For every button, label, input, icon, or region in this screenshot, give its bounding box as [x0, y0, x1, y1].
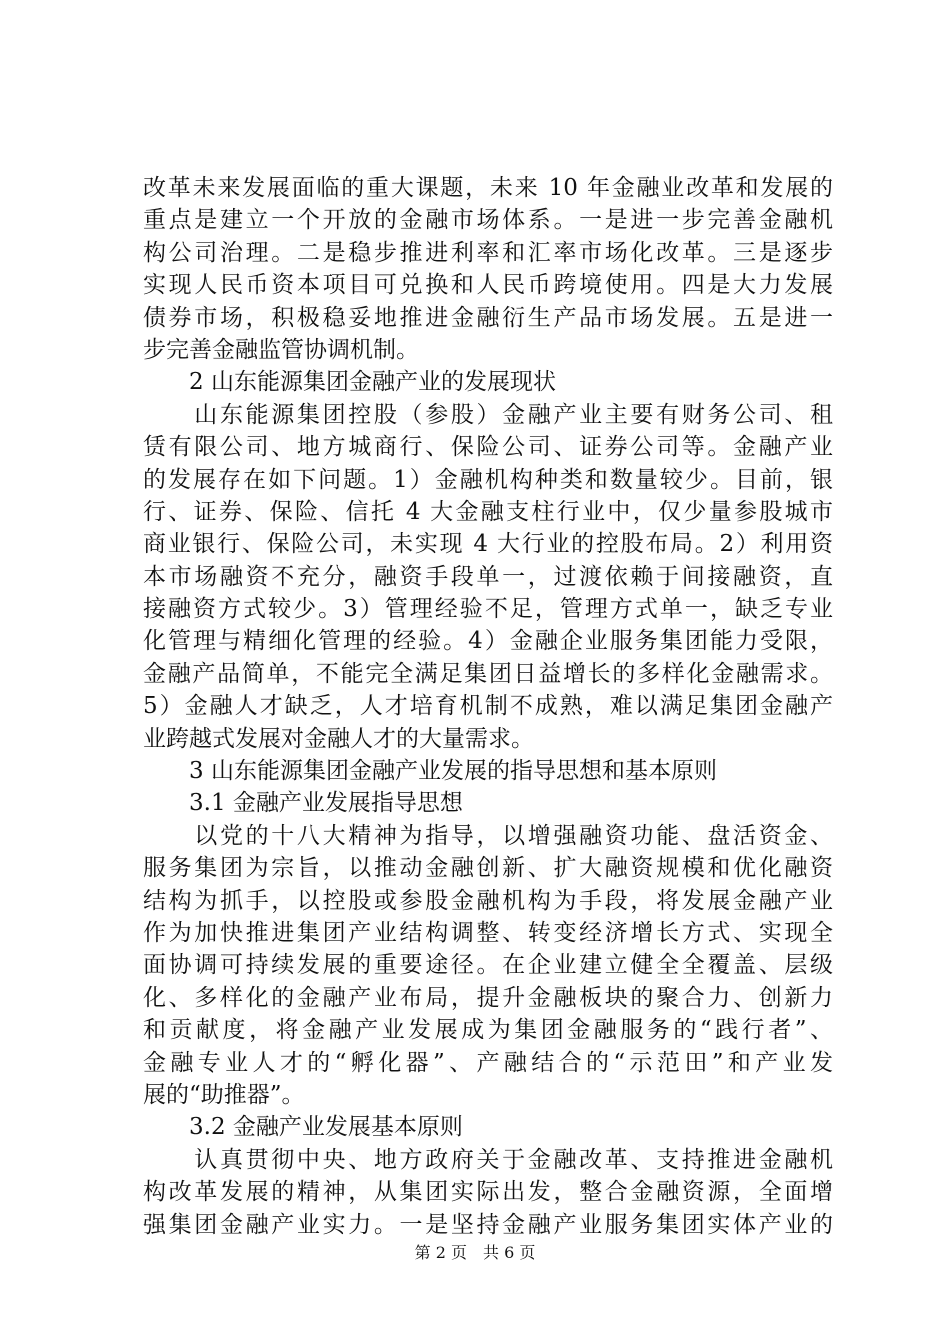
section-heading [143, 1111, 833, 1143]
text-line: 以党的十八大精神为指导，以增强融资功能、盘活资金、 [143, 822, 833, 849]
text-line: 步完善金融监管协调机制。 [143, 336, 419, 363]
text-line: 金融产品简单，不能完全满足集团日益增长的多样化金融需求。 [143, 660, 833, 687]
text-line: 金融专业人才的“孵化器”、产融结合的“示范田”和产业发 [143, 1049, 833, 1076]
text-line: 构改革发展的精神，从集团实际出发，整合金融资源，全面增 [143, 1179, 833, 1206]
section-heading [143, 366, 833, 398]
text-line: 重点是建立一个开放的金融市场体系。一是进一步完善金融机 [143, 207, 833, 234]
text-line: 商业银行、保险公司，未实现 4 大行业的控股布局。2）利用资 [143, 531, 833, 558]
paragraph [143, 172, 833, 366]
text-line: 3.1 金融产业发展指导思想 [143, 790, 463, 817]
text-line: 构公司治理。二是稳步推进利率和汇率市场化改革。三是逐步 [143, 239, 833, 266]
text-line: 赁有限公司、地方城商行、保险公司、证券公司等。金融产业 [143, 434, 833, 461]
text-line: 化、多样化的金融产业布局，提升金融板块的聚合力、创新力 [143, 984, 833, 1011]
text-line: 结构为抓手，以控股或参股金融机构为手段，将发展金融产业 [143, 887, 833, 914]
text-line: 面协调可持续发展的重要途径。在企业建立健全全覆盖、层级 [143, 952, 833, 979]
paragraph [143, 1144, 833, 1241]
text-line: 接融资方式较少。3）管理经验不足，管理方式单一，缺乏专业 [143, 596, 833, 623]
text-line: 服务集团为宗旨，以推动金融创新、扩大融资规模和优化融资 [143, 855, 833, 882]
text-line: 的发展存在如下问题。1）金融机构种类和数量较少。目前，银 [143, 466, 833, 493]
text-line: 作为加快推进集团产业结构调整、转变经济增长方式、实现全 [143, 919, 833, 946]
text-line: 3.2 金融产业发展基本原则 [143, 1114, 463, 1141]
text-line: 强集团金融产业实力。一是坚持金融产业服务集团实体产业的 [143, 1211, 833, 1238]
text-line: 3 山东能源集团金融产业发展的指导思想和基本原则 [143, 758, 717, 785]
text-line: 和贡献度，将金融产业发展成为集团金融服务的“践行者”、 [143, 1017, 833, 1044]
document-body [143, 172, 833, 1241]
page-footer: 第 2 页 共 6 页 [414, 1243, 536, 1262]
section-heading [143, 755, 833, 787]
paragraph [143, 820, 833, 1112]
text-line: 5）金融人才缺乏，人才培育机制不成熟，难以满足集团金融产 [143, 693, 833, 720]
section-heading [143, 787, 833, 819]
text-line: 本市场融资不充分，融资手段单一，过渡依赖于间接融资，直 [143, 563, 833, 590]
text-line: 改革未来发展面临的重大课题，未来 10 年金融业改革和发展的 [143, 175, 833, 201]
text-line: 2 山东能源集团金融产业的发展现状 [143, 369, 556, 396]
text-line: 实现人民币资本项目可兑换和人民币跨境使用。四是大力发展 [143, 272, 833, 299]
text-line: 认真贯彻中央、地方政府关于金融改革、支持推进金融机 [143, 1146, 833, 1173]
text-line: 债券市场，积极稳妥地推进金融衍生产品市场发展。五是进一 [143, 304, 833, 331]
text-line: 业跨越式发展对金融人才的大量需求。 [143, 725, 534, 752]
text-line: 化管理与精细化管理的经验。4）金融企业服务集团能力受限， [143, 628, 833, 655]
paragraph [143, 399, 833, 755]
text-line: 展的“助推器”。 [143, 1081, 305, 1108]
text-line: 行、证券、保险、信托 4 大金融支柱行业中，仅少量参股城市 [143, 498, 833, 525]
text-line: 山东能源集团控股（参股）金融产业主要有财务公司、租 [143, 401, 833, 428]
